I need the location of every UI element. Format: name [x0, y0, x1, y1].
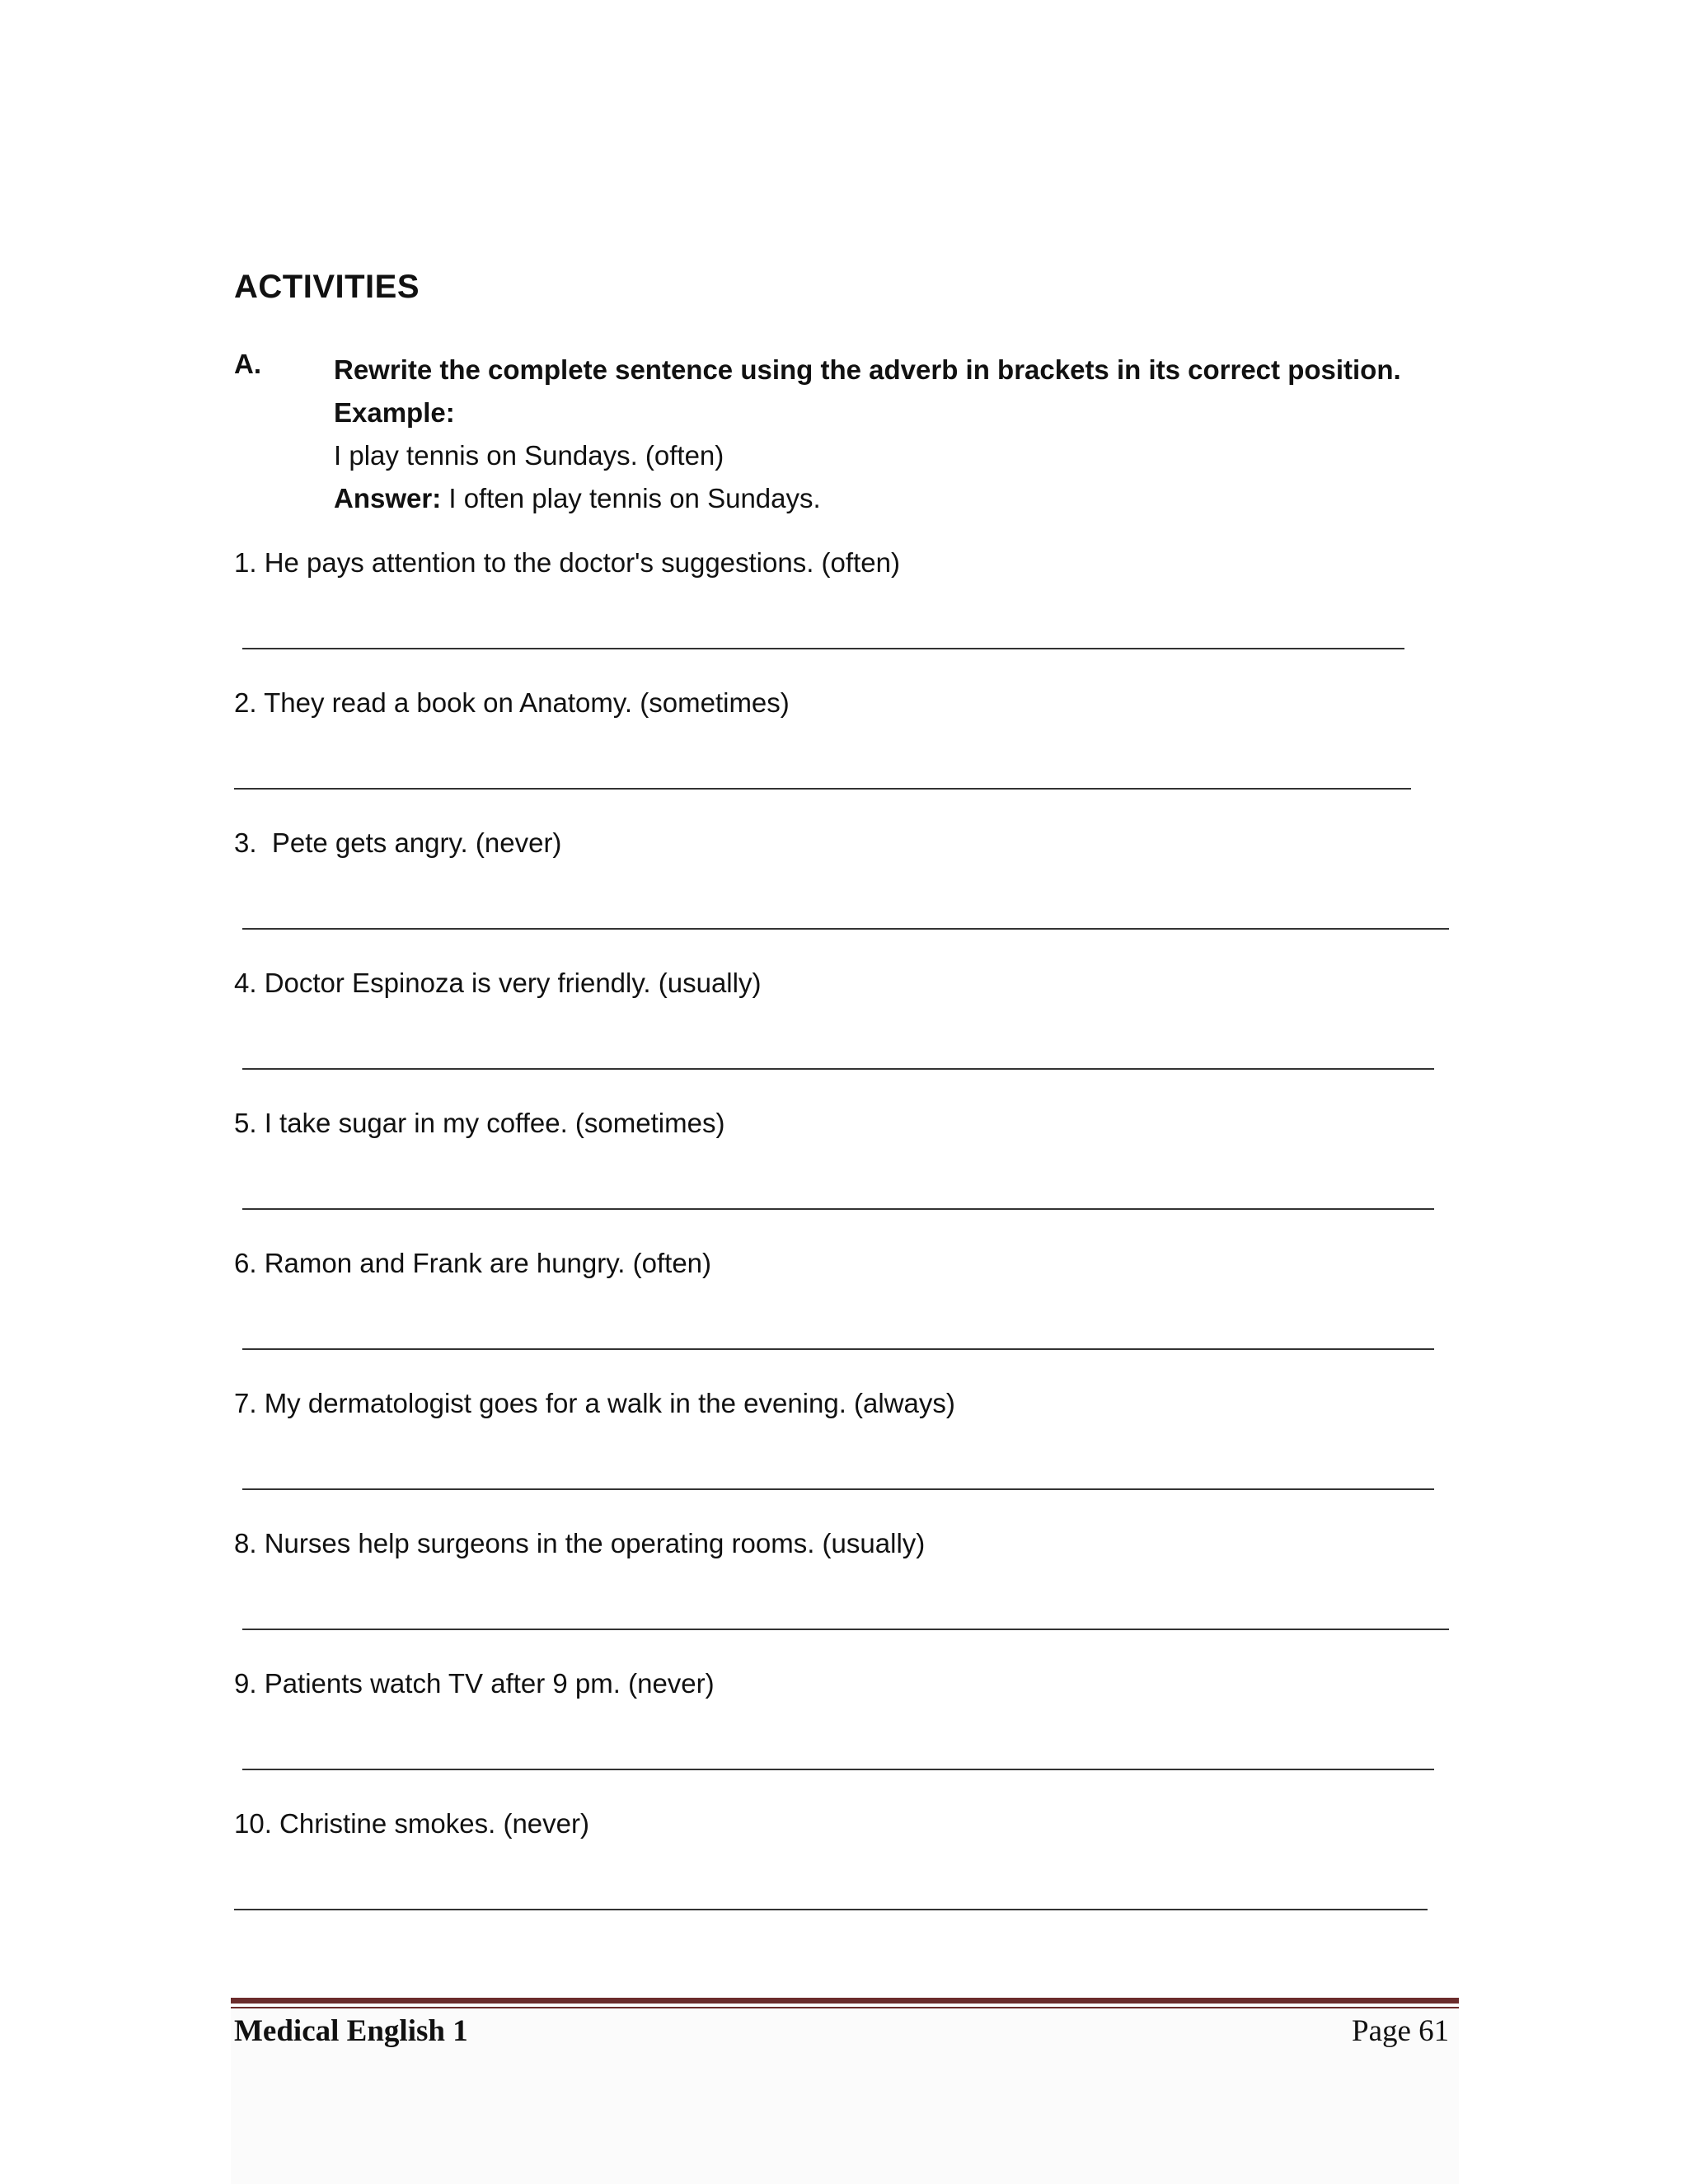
answer-line-4[interactable]: [242, 1068, 1434, 1070]
footer-title: Medical English 1: [234, 2014, 468, 2048]
question-6: 6. Ramon and Frank are hungry. (often): [234, 1248, 712, 1278]
answer-line-8[interactable]: [242, 1629, 1449, 1630]
footer-rule-thin: [231, 2007, 1459, 2008]
answer-line-10[interactable]: [234, 1909, 1428, 1910]
example-answer: [334, 477, 1401, 520]
answer-line-7[interactable]: [242, 1488, 1434, 1490]
example-sentence: I play tennis on Sundays. (often): [334, 440, 724, 471]
answer-line-1[interactable]: [242, 648, 1404, 649]
answer-text: I often play tennis on Sundays.: [441, 483, 821, 513]
instruction-text: Rewrite the complete sentence using the adverb in brackets in its correct position.: [334, 354, 1401, 385]
question-7: 7. My dermatologist goes for a walk in the evening. (always): [234, 1388, 955, 1418]
example-label: Example:: [334, 397, 455, 428]
question-2: 2. They read a book on Anatomy. (sometimes): [234, 687, 790, 718]
question-10: 10. Christine smokes. (never): [234, 1808, 589, 1839]
question-9: 9. Patients watch TV after 9 pm. (never): [234, 1668, 715, 1699]
question-4: 4. Doctor Espinoza is very friendly. (usually): [234, 968, 762, 998]
page-heading: ACTIVITIES: [234, 269, 420, 305]
answer-line-3[interactable]: [242, 928, 1449, 930]
section-instructions: [334, 349, 1401, 520]
question-8: 8. Nurses help surgeons in the operating rooms. (usually): [234, 1528, 926, 1558]
question-3: 3. Pete gets angry. (never): [234, 827, 562, 858]
footer-rule: [231, 1998, 1459, 2004]
answer-line-5[interactable]: [242, 1208, 1434, 1210]
answer-label: Answer:: [334, 483, 442, 513]
section-letter: A.: [234, 349, 261, 379]
question-5: 5. I take sugar in my coffee. (sometimes): [234, 1108, 725, 1138]
answer-line-9[interactable]: [242, 1769, 1434, 1770]
question-1: 1. He pays attention to the doctor's suggestions. (often): [234, 547, 900, 578]
answer-line-2[interactable]: [234, 788, 1411, 790]
footer-page-number: Page 61: [1352, 2014, 1450, 2048]
answer-line-6[interactable]: [242, 1348, 1434, 1350]
